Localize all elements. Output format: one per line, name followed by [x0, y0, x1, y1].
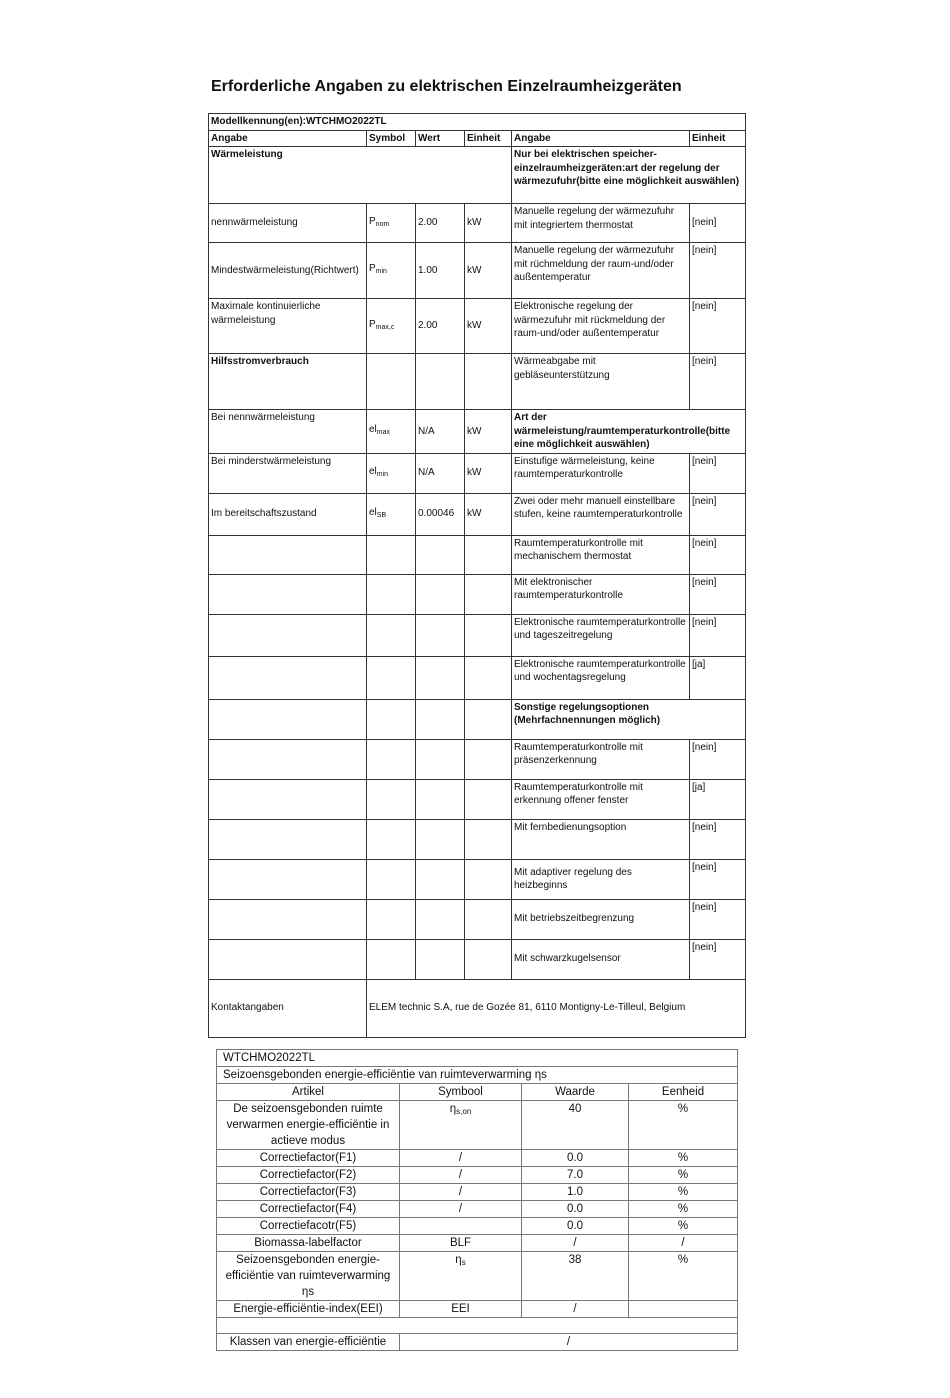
row-value: 2.00 [416, 299, 465, 354]
row-symbool: BLF [400, 1235, 522, 1252]
row-label: Maximale kontinuierliche wärmeleistung [209, 299, 367, 354]
row-label: Bei minderstwärmeleistung [209, 453, 367, 493]
efficiency-heading: Seizoensgebonden energie-efficiëntie van ruimteverwarming ηs [217, 1067, 738, 1084]
row-symbol: $el_{max}$ [367, 410, 416, 454]
option-text: Mit schwarzkugelsensor [512, 939, 690, 979]
option-value: [nein] [690, 859, 746, 899]
col-header-symbol: Symbol [367, 130, 416, 147]
col-header-einheit-2: Einheit [690, 130, 746, 147]
option-text: Elektronische regelung der wärmezufuhr mit rückmeldung der raum-und/oder außentemperatur [512, 299, 690, 354]
row-symbool: EEI [400, 1301, 522, 1318]
row-eenheid: % [629, 1201, 738, 1218]
option-value: [nein] [690, 453, 746, 493]
row-eenheid: % [629, 1167, 738, 1184]
option-value: [nein] [690, 574, 746, 614]
row-symbol: $P_{nom}$ [367, 204, 416, 243]
row-eenheid: % [629, 1252, 738, 1301]
row-unit: kW [465, 204, 512, 243]
row-artikel: Correctiefactor(F1) [217, 1150, 400, 1167]
row-value: 1.00 [416, 243, 465, 299]
option-text: Mit elektronischer raumtemperaturkontrolle [512, 574, 690, 614]
row-eenheid [629, 1301, 738, 1318]
row-symbol: $el_{SB}$ [367, 493, 416, 535]
row-eenheid: % [629, 1150, 738, 1167]
option-text: Manuelle regelung der wärmezufuhr mit integriertem thermostat [512, 204, 690, 243]
model-id: Modellkennung(en):WTCHMO2022TL [209, 114, 746, 131]
row-eenheid: % [629, 1218, 738, 1235]
col-header-eenheid: Eenheid [629, 1084, 738, 1101]
row-label: Bei nennwärmeleistung [209, 410, 367, 454]
row-label: Mindestwärmeleistung(Richtwert) [209, 243, 367, 299]
section-art-heading: Art der wärmeleistung/raumtemperaturkontrolle(bitte eine möglichkeit auswählen) [512, 410, 746, 454]
col-header-symbool: Symbool [400, 1084, 522, 1101]
row-value: N/A [416, 410, 465, 454]
option-value: [ja] [690, 656, 746, 699]
klassen-value: / [400, 1334, 738, 1351]
klassen-label: Klassen van energie-efficiëntie [217, 1334, 400, 1351]
option-text: Raumtemperaturkontrolle mit mechanischem thermostat [512, 535, 690, 574]
option-value: [nein] [690, 493, 746, 535]
page-title: Erforderliche Angaben zu elektrischen Einzelraumheizgeräten [211, 78, 682, 95]
option-value: [nein] [690, 204, 746, 243]
row-symbol: $P_{max,c}$ [367, 299, 416, 354]
contact-label: Kontaktangaben [209, 979, 367, 1037]
efficiency-table [216, 1049, 738, 1351]
section-speicher-heading: Nur bei elektrischen speicher-einzelraumheizgeräten:art der regelung der wärmezufuhr(bitte eine möglichkeit auswählen) [512, 147, 746, 204]
empty-row [217, 1318, 738, 1334]
option-text: Mit fernbedienungsoption [512, 819, 690, 859]
row-symbool: / [400, 1150, 522, 1167]
row-label: Im bereitschaftszustand [209, 493, 367, 535]
section-sonstige-heading: Sonstige regelungsoptionen (Mehrfachnennungen möglich) [512, 699, 746, 739]
row-symbool: / [400, 1201, 522, 1218]
row-artikel: De seizoensgebonden ruimte verwarmen energie-efficiëntie in actieve modus [217, 1101, 400, 1150]
col-header-waarde: Waarde [522, 1084, 629, 1101]
row-eenheid: % [629, 1184, 738, 1201]
row-unit: kW [465, 493, 512, 535]
option-text: Raumtemperaturkontrolle mit präsenzerkennung [512, 739, 690, 779]
row-waarde: 0.0 [522, 1218, 629, 1235]
row-unit: kW [465, 243, 512, 299]
col-header-artikel: Artikel [217, 1084, 400, 1101]
option-value: [nein] [690, 299, 746, 354]
row-value: N/A [416, 453, 465, 493]
row-artikel: Correctiefacotr(F5) [217, 1218, 400, 1235]
row-waarde: / [522, 1301, 629, 1318]
row-waarde: 7.0 [522, 1167, 629, 1184]
option-value: [ja] [690, 779, 746, 819]
option-value: [nein] [690, 354, 746, 410]
row-waarde: 40 [522, 1101, 629, 1150]
row-artikel: Seizoensgebonden energie-efficiëntie van ruimteverwarming ηs [217, 1252, 400, 1301]
row-symbool [400, 1218, 522, 1235]
option-value: [nein] [690, 243, 746, 299]
row-unit: kW [465, 453, 512, 493]
row-value: 2.00 [416, 204, 465, 243]
option-value: [nein] [690, 739, 746, 779]
option-value: [nein] [690, 939, 746, 979]
option-text: Zwei oder mehr manuell einstellbare stufen, keine raumtemperaturkontrolle [512, 493, 690, 535]
option-value: [nein] [690, 535, 746, 574]
col-header-angabe-2: Angabe [512, 130, 690, 147]
row-symbool: / [400, 1167, 522, 1184]
option-value: [nein] [690, 819, 746, 859]
heater-spec-table [208, 113, 746, 1038]
section-waermeleistung: Wärmeleistung [209, 147, 512, 204]
option-value: [nein] [690, 614, 746, 656]
row-symbol: $el_{min}$ [367, 453, 416, 493]
row-waarde: 1.0 [522, 1184, 629, 1201]
option-text: Elektronische raumtemperaturkontrolle und tageszeitregelung [512, 614, 690, 656]
option-text: Einstufige wärmeleistung, keine raumtemperaturkontrolle [512, 453, 690, 493]
row-unit: kW [465, 299, 512, 354]
option-value: [nein] [690, 899, 746, 939]
col-header-einheit: Einheit [465, 130, 512, 147]
col-header-wert: Wert [416, 130, 465, 147]
model-id-2: WTCHMO2022TL [217, 1050, 738, 1067]
row-symbool: $\eta_{s,on}$ [400, 1101, 522, 1150]
row-artikel: Correctiefactor(F4) [217, 1201, 400, 1218]
row-waarde: 0.0 [522, 1201, 629, 1218]
row-waarde: 38 [522, 1252, 629, 1301]
col-header-angabe: Angabe [209, 130, 367, 147]
row-symbol: $P_{min}$ [367, 243, 416, 299]
row-eenheid: / [629, 1235, 738, 1252]
row-unit: kW [465, 410, 512, 454]
row-artikel: Correctiefactor(F3) [217, 1184, 400, 1201]
row-eenheid: % [629, 1101, 738, 1150]
row-artikel: Energie-efficiëntie-index(EEI) [217, 1301, 400, 1318]
option-text: Raumtemperaturkontrolle mit erkennung offener fenster [512, 779, 690, 819]
option-text: Elektronische raumtemperaturkontrolle und wochentagsregelung [512, 656, 690, 699]
row-artikel: Biomassa-labelfactor [217, 1235, 400, 1252]
row-value: 0.00046 [416, 493, 465, 535]
contact-value: ELEM technic S.A, rue de Gozée 81, 6110 Montigny-Le-Tilleul, Belgium [367, 979, 746, 1037]
option-text: Manuelle regelung der wärmezufuhr mit rüchmeldung der raum-und/oder außentemperatur [512, 243, 690, 299]
row-waarde: / [522, 1235, 629, 1252]
option-text: Wärmeabgabe mit gebläseunterstützung [512, 354, 690, 410]
option-text: Mit betriebszeitbegrenzung [512, 899, 690, 939]
row-symbool: $\eta_s$ [400, 1252, 522, 1301]
row-symbool: / [400, 1184, 522, 1201]
row-label: nennwärmeleistung [209, 204, 367, 243]
row-waarde: 0.0 [522, 1150, 629, 1167]
row-artikel: Correctiefactor(F2) [217, 1167, 400, 1184]
option-text: Mit adaptiver regelung des heizbeginns [512, 859, 690, 899]
section-hilfsstrom: Hilfsstromverbrauch [209, 354, 367, 410]
